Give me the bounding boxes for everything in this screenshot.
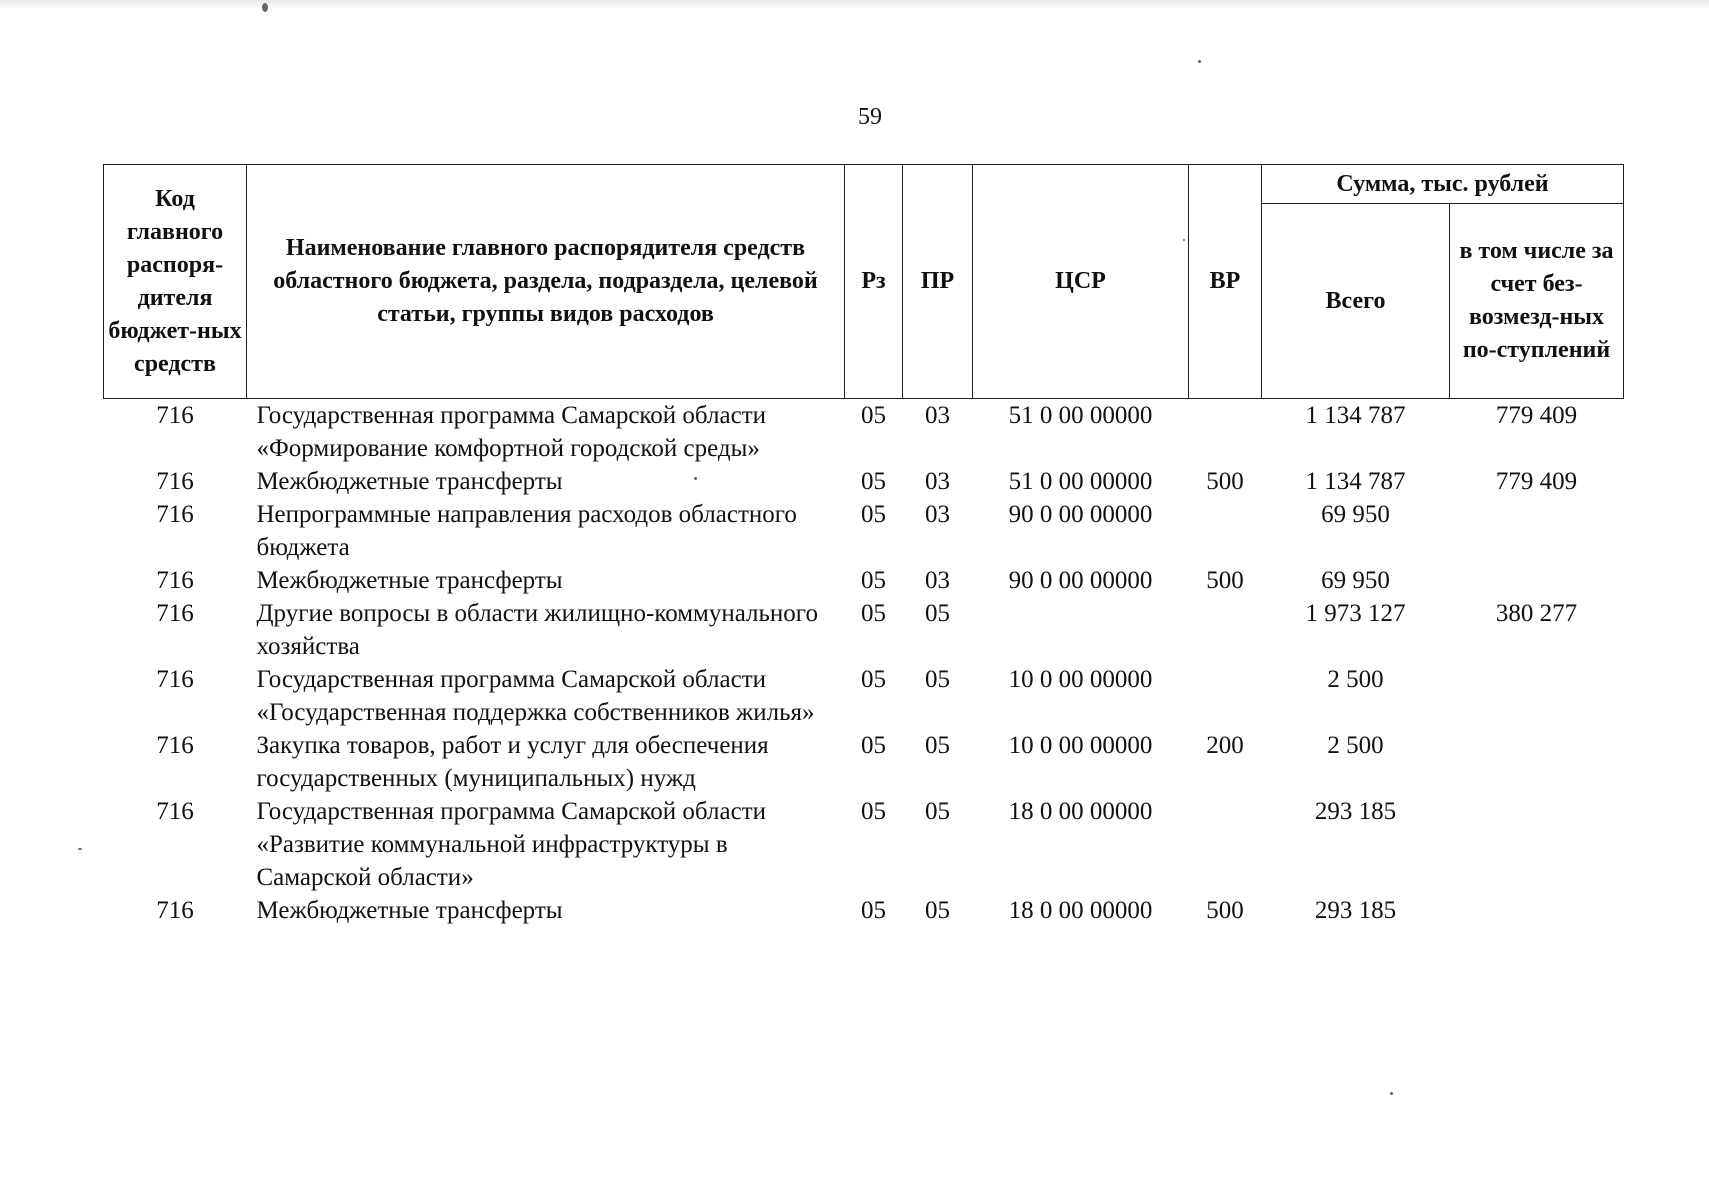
cell-rz: 05 — [861, 732, 886, 759]
cell-code: 716 — [156, 501, 194, 528]
cell-csr: 10 0 00 00000 — [1008, 666, 1153, 693]
table-row — [104, 795, 1624, 894]
cell-name: Другие вопросы в области жилищно-коммунального хозяйства — [256, 600, 818, 660]
table-row — [104, 729, 1624, 795]
cell-name: Непрограммные направления расходов областного бюджета — [256, 501, 797, 561]
cell-rz: 05 — [861, 600, 886, 627]
cell-name: Государственная программа Самарской области «Формирование комфортной городской среды» — [256, 402, 766, 462]
cell-code: 716 — [156, 567, 194, 594]
cell-pr: 05 — [925, 600, 950, 627]
cell-name: Межбюджетные трансферты — [256, 468, 563, 495]
header-code: Код главного распоря-дителя бюджет-ных средств — [104, 165, 247, 399]
scan-speck — [1390, 1092, 1393, 1095]
cell-free: 380 277 — [1495, 600, 1578, 627]
header-csr: ЦСР — [973, 165, 1189, 399]
cell-free — [1450, 795, 1624, 894]
cell-rz: 05 — [861, 468, 886, 495]
cell-vr: 500 — [1206, 567, 1244, 594]
cell-name: Межбюджетные трансферты — [256, 567, 563, 594]
scan-speck — [1198, 60, 1201, 63]
header-sum-group: Сумма, тыс. рублей — [1262, 165, 1624, 204]
cell-vr — [1189, 498, 1262, 564]
table-body — [104, 399, 1624, 928]
cell-code: 716 — [156, 732, 194, 759]
header-pr: ПР — [903, 165, 973, 399]
cell-free — [1450, 663, 1624, 729]
header-total: Всего — [1262, 204, 1450, 399]
cell-csr: 51 0 00 00000 — [1008, 468, 1153, 495]
cell-name: Межбюджетные трансферты — [256, 897, 563, 924]
table-header — [104, 165, 1624, 399]
cell-free — [1450, 894, 1624, 927]
cell-pr: 05 — [925, 666, 950, 693]
cell-name: Государственная программа Самарской области «Развитие коммунальной инфраструктуры в Самарской области» — [256, 798, 766, 891]
cell-vr: 200 — [1206, 732, 1244, 759]
cell-name: Закупка товаров, работ и услуг для обеспечения государственных (муниципальных) нужд — [256, 732, 769, 792]
cell-csr: 90 0 00 00000 — [1008, 567, 1153, 594]
cell-code: 716 — [156, 600, 194, 627]
cell-rz: 05 — [861, 798, 886, 825]
cell-vr — [1189, 663, 1262, 729]
cell-total: 2 500 — [1327, 732, 1384, 759]
cell-csr: 10 0 00 00000 — [1008, 732, 1153, 759]
cell-vr — [1189, 795, 1262, 894]
table-row — [104, 564, 1624, 597]
cell-rz: 05 — [861, 897, 886, 924]
cell-csr: 51 0 00 00000 — [1008, 402, 1153, 429]
cell-code: 716 — [156, 666, 194, 693]
table-row — [104, 399, 1624, 466]
cell-pr: 03 — [925, 567, 950, 594]
cell-free: 779 409 — [1495, 402, 1578, 429]
cell-total: 293 185 — [1314, 897, 1397, 924]
header-rz: Рз — [845, 165, 903, 399]
cell-vr — [1189, 399, 1262, 466]
cell-total: 69 950 — [1321, 501, 1390, 528]
cell-code: 716 — [156, 402, 194, 429]
cell-rz: 05 — [861, 501, 886, 528]
cell-vr: 500 — [1206, 897, 1244, 924]
cell-rz: 05 — [861, 402, 886, 429]
cell-pr: 05 — [925, 897, 950, 924]
scan-speck — [262, 3, 268, 12]
cell-csr — [973, 597, 1189, 663]
cell-code: 716 — [156, 468, 194, 495]
header-vr: ВР — [1189, 165, 1262, 399]
cell-vr — [1189, 597, 1262, 663]
cell-code: 716 — [156, 897, 194, 924]
scan-speck — [694, 477, 697, 480]
cell-free: 779 409 — [1495, 468, 1578, 495]
scan-speck — [1183, 239, 1185, 241]
cell-total: 1 134 787 — [1305, 468, 1406, 495]
cell-code: 716 — [156, 798, 194, 825]
cell-name: Государственная программа Самарской области «Государственная поддержка собственников жилья» — [256, 666, 815, 726]
cell-vr: 500 — [1206, 468, 1244, 495]
table-row — [104, 663, 1624, 729]
cell-total: 1 973 127 — [1305, 600, 1406, 627]
cell-pr: 03 — [925, 468, 950, 495]
cell-rz: 05 — [861, 567, 886, 594]
header-name: Наименование главного распорядителя средств областного бюджета, раздела, подраздела, целевой статьи, группы видов расходов — [247, 165, 845, 399]
cell-csr: 18 0 00 00000 — [1008, 897, 1153, 924]
scan-top-edge — [0, 0, 1709, 10]
cell-total: 2 500 — [1327, 666, 1384, 693]
cell-pr: 05 — [925, 732, 950, 759]
scan-speck — [78, 848, 82, 850]
cell-free — [1450, 564, 1624, 597]
table-row — [104, 597, 1624, 663]
page-number: 59 — [858, 104, 882, 130]
cell-total: 1 134 787 — [1305, 402, 1406, 429]
table-row — [104, 894, 1624, 927]
cell-total: 293 185 — [1314, 798, 1397, 825]
cell-rz: 05 — [861, 666, 886, 693]
cell-pr: 03 — [925, 402, 950, 429]
table-row — [104, 498, 1624, 564]
cell-pr: 03 — [925, 501, 950, 528]
cell-free — [1450, 498, 1624, 564]
cell-pr: 05 — [925, 798, 950, 825]
cell-total: 69 950 — [1321, 567, 1390, 594]
table-row — [104, 465, 1624, 498]
budget-table — [103, 164, 1624, 927]
cell-csr: 90 0 00 00000 — [1008, 501, 1153, 528]
header-free: в том числе за счет без-возмезд-ных по-ступлений — [1450, 204, 1624, 399]
cell-csr: 18 0 00 00000 — [1008, 798, 1153, 825]
cell-free — [1450, 729, 1624, 795]
